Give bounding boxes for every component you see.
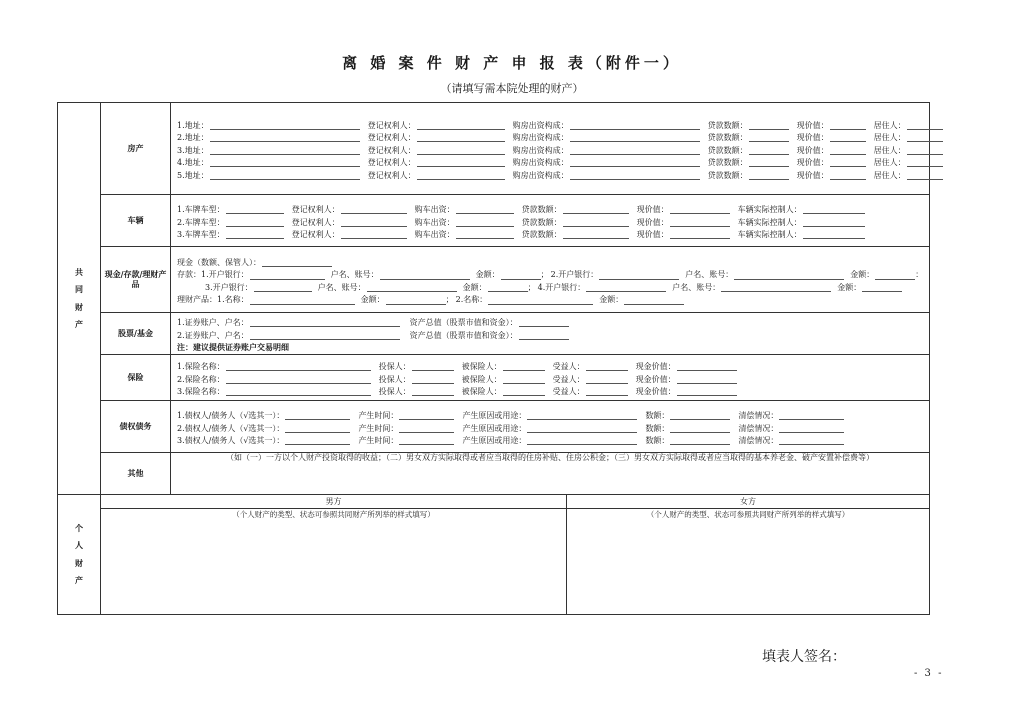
vehicle-plate-field[interactable] — [226, 205, 284, 214]
house-label: 房产 — [101, 103, 171, 195]
male-hint: （个人财产的类型、状态可参照共同财产所列举的样式填写） — [232, 510, 435, 519]
vehicle-row: 2.车牌车型： 登记权利人： 购车出资： 贷款数额： 现价值： 车辆实际控制人： — [177, 214, 923, 227]
property-declaration-table — [57, 102, 930, 615]
form-title: 离 婚 案 件 财 产 申 报 表（附件一） — [342, 54, 682, 72]
house-resident-field[interactable] — [907, 121, 943, 130]
house-owner-field[interactable] — [417, 121, 505, 130]
stock-note: 注：建议提供证券账户交易明细 — [177, 342, 289, 353]
house-address-field[interactable] — [210, 158, 360, 167]
insurance-beneficiary-field[interactable] — [586, 375, 628, 384]
vehicle-value-field[interactable] — [670, 205, 730, 214]
debt-reason-field[interactable] — [527, 411, 637, 420]
house-address-field[interactable] — [210, 133, 360, 142]
house-address-field[interactable] — [210, 171, 360, 180]
debt-party-field[interactable] — [285, 424, 350, 433]
vehicle-row: 3.车牌车型： 登记权利人： 购车出资： 贷款数额： 现价值： 车辆实际控制人： — [177, 227, 923, 240]
insurance-cash-value-field[interactable] — [677, 387, 737, 396]
house-resident-field[interactable] — [907, 171, 943, 180]
insurance-cash-value-field[interactable] — [677, 375, 737, 384]
stock-row: 1.证券账户、户名： 资产总值（股票市值和资金）： — [177, 315, 923, 328]
female-hint: （个人财产的类型、状态可参照共同财产所列举的样式填写） — [646, 510, 850, 519]
insurance-insurer-field[interactable] — [412, 387, 454, 396]
debt-status-field[interactable] — [779, 436, 844, 445]
amount1-field[interactable] — [501, 271, 541, 280]
debt-amount-field[interactable] — [670, 424, 730, 433]
debt-reason-field[interactable] — [527, 424, 637, 433]
male-header: 男方 — [101, 495, 567, 509]
house-funding-field[interactable] — [570, 121, 700, 130]
house-owner-field[interactable] — [417, 133, 505, 142]
stock-row: 2.证券账户、户名： 资产总值（股票市值和资金）： — [177, 327, 923, 340]
house-value-field[interactable] — [830, 146, 866, 155]
vehicle-owner-field[interactable] — [341, 230, 407, 239]
wealth2-amount-field[interactable] — [624, 296, 684, 305]
vehicle-owner-field[interactable] — [341, 218, 407, 227]
wealth2-field[interactable] — [488, 296, 593, 305]
vehicle-controller-field[interactable] — [803, 230, 865, 239]
debt-row: 1.债权人/债务人（√选其一）： 产生时间： 产生原因或用途： 数额： 清偿情况： — [177, 408, 923, 421]
personal-property-label: 个 人 财 产 — [58, 495, 101, 615]
bank1-field[interactable] — [250, 271, 325, 280]
house-value-field[interactable] — [830, 171, 866, 180]
account1-field[interactable] — [380, 271, 470, 280]
stock-label: 股票/基金 — [101, 313, 171, 355]
debt-status-field[interactable] — [779, 424, 844, 433]
stock-account-field[interactable] — [250, 331, 400, 340]
house-funding-field[interactable] — [570, 171, 700, 180]
debt-time-field[interactable] — [399, 436, 454, 445]
house-owner-field[interactable] — [417, 146, 505, 155]
debt-party-field[interactable] — [285, 436, 350, 445]
house-value-field[interactable] — [830, 133, 866, 142]
account2-field[interactable] — [734, 271, 844, 280]
debt-time-field[interactable] — [399, 411, 454, 420]
bank3-field[interactable] — [254, 283, 312, 292]
vehicle-funding-field[interactable] — [456, 205, 514, 214]
debt-label: 债权债务 — [101, 401, 171, 453]
house-resident-field[interactable] — [907, 133, 943, 142]
wealth1-amount-field[interactable] — [386, 296, 446, 305]
debt-amount-field[interactable] — [670, 436, 730, 445]
house-loan-field[interactable] — [749, 133, 789, 142]
vehicle-funding-field[interactable] — [456, 218, 514, 227]
insurance-name-field[interactable] — [226, 362, 371, 371]
amount2-field[interactable] — [875, 271, 915, 280]
stock-value-field[interactable] — [519, 318, 569, 327]
debt-row: 2.债权人/债务人（√选其一）： 产生时间： 产生原因或用途： 数额： 清偿情况： — [177, 420, 923, 433]
insurance-cash-value-field[interactable] — [677, 362, 737, 371]
cash-field[interactable] — [262, 258, 332, 267]
house-loan-field[interactable] — [749, 146, 789, 155]
house-funding-field[interactable] — [570, 158, 700, 167]
debt-section — [171, 401, 930, 453]
insurance-beneficiary-field[interactable] — [586, 362, 628, 371]
male-property-area[interactable] — [101, 509, 567, 615]
house-resident-field[interactable] — [907, 146, 943, 155]
vehicle-row: 1.车牌车型： 登记权利人： 购车出资： 贷款数额： 现价值： 车辆实际控制人： — [177, 202, 923, 215]
vehicle-funding-field[interactable] — [456, 230, 514, 239]
house-funding-field[interactable] — [570, 133, 700, 142]
vehicle-loan-field[interactable] — [563, 218, 629, 227]
bank2-field[interactable] — [599, 271, 679, 280]
insurance-insured-field[interactable] — [503, 387, 545, 396]
house-loan-field[interactable] — [749, 171, 789, 180]
house-row: 3.地址： 登记权利人： 购房出资构成： 贷款数额： 现价值： 居住人： — [177, 142, 923, 155]
house-resident-field[interactable] — [907, 158, 943, 167]
vehicle-value-field[interactable] — [670, 218, 730, 227]
house-address-field[interactable] — [210, 121, 360, 130]
house-section — [171, 103, 930, 195]
cash-label: 现金/存款/理财产品 — [101, 247, 171, 313]
vehicle-loan-field[interactable] — [563, 230, 629, 239]
insurance-insured-field[interactable] — [503, 375, 545, 384]
cash-section: 现金（数额、保管人）： 存款： 1.开户银行： 户名、账号： 金额： ； 2.开户银行： 户名、账号： 金额： ： 3.开户银行： 户名、账号： 金额： ； 4.开户银行： 户名、账号： 金额： 理财产品： 1.名称： 金额： ； 2.名称： 金额： — [171, 247, 930, 313]
insurance-insurer-field[interactable] — [412, 362, 454, 371]
signature-label: 填表人签名： — [762, 649, 846, 665]
vehicle-plate-field[interactable] — [226, 218, 284, 227]
house-loan-field[interactable] — [749, 158, 789, 167]
other-label: 其他 — [101, 453, 171, 495]
wealth1-field[interactable] — [250, 296, 355, 305]
common-property-label: 共 同 财 产 — [58, 103, 101, 495]
female-header: 女方 — [567, 495, 930, 509]
house-row: 4.地址： 登记权利人： 购房出资构成： 贷款数额： 现价值： 居住人： — [177, 155, 923, 168]
account4-field[interactable] — [721, 283, 831, 292]
insurance-label: 保险 — [101, 355, 171, 401]
house-value-field[interactable] — [830, 121, 866, 130]
house-owner-field[interactable] — [417, 158, 505, 167]
stock-account-field[interactable] — [250, 318, 400, 327]
insurance-insurer-field[interactable] — [412, 375, 454, 384]
house-row: 5.地址： 登记权利人： 购房出资构成： 贷款数额： 现价值： 居住人： — [177, 167, 923, 180]
insurance-name-field[interactable] — [226, 375, 371, 384]
bank4-field[interactable] — [586, 283, 666, 292]
other-text: （如（一）一方以个人财产投资取得的收益；（二）男女双方实际取得或者应当取得的住房补贴、住房公积金；（三）男女双方实际取得或者应当取得的基本养老金、破产安置补偿费等） — [171, 453, 930, 495]
amount3-field[interactable] — [488, 283, 528, 292]
insurance-beneficiary-field[interactable] — [586, 387, 628, 396]
amount4-field[interactable] — [862, 283, 902, 292]
house-loan-field[interactable] — [749, 121, 789, 130]
debt-party-field[interactable] — [285, 411, 350, 420]
vehicle-controller-field[interactable] — [803, 218, 865, 227]
vehicle-value-field[interactable] — [670, 230, 730, 239]
stock-section — [171, 313, 930, 355]
insurance-insured-field[interactable] — [503, 362, 545, 371]
insurance-section — [171, 355, 930, 401]
insurance-name-field[interactable] — [226, 387, 371, 396]
insurance-row: 2.保险名称： 投保人： 被保险人： 受益人： 现金价值： — [177, 371, 923, 384]
house-row: 2.地址： 登记权利人： 购房出资构成： 贷款数额： 现价值： 居住人： — [177, 130, 923, 143]
insurance-row: 3.保险名称： 投保人： 被保险人： 受益人： 现金价值： — [177, 384, 923, 397]
vehicle-controller-field[interactable] — [803, 205, 865, 214]
debt-amount-field[interactable] — [670, 411, 730, 420]
house-address-field[interactable] — [210, 146, 360, 155]
vehicle-section — [171, 195, 930, 247]
debt-time-field[interactable] — [399, 424, 454, 433]
vehicle-plate-field[interactable] — [226, 230, 284, 239]
house-funding-field[interactable] — [570, 146, 700, 155]
house-value-field[interactable] — [830, 158, 866, 167]
debt-reason-field[interactable] — [527, 436, 637, 445]
vehicle-owner-field[interactable] — [341, 205, 407, 214]
vehicle-loan-field[interactable] — [563, 205, 629, 214]
debt-status-field[interactable] — [779, 411, 844, 420]
vehicle-label: 车辆 — [101, 195, 171, 247]
form-subtitle: （请填写需本院处理的财产） — [440, 82, 584, 95]
house-owner-field[interactable] — [417, 171, 505, 180]
insurance-row: 1.保险名称： 投保人： 被保险人： 受益人： 现金价值： — [177, 359, 923, 372]
stock-value-field[interactable] — [519, 331, 569, 340]
account3-field[interactable] — [367, 283, 457, 292]
debt-row: 3.债权人/债务人（√选其一）： 产生时间： 产生原因或用途： 数额： 清偿情况： — [177, 433, 923, 446]
page-number: - 3 - — [914, 668, 944, 679]
female-property-area[interactable] — [567, 509, 930, 615]
house-row: 1.地址： 登记权利人： 购房出资构成： 贷款数额： 现价值： 居住人： — [177, 117, 923, 130]
